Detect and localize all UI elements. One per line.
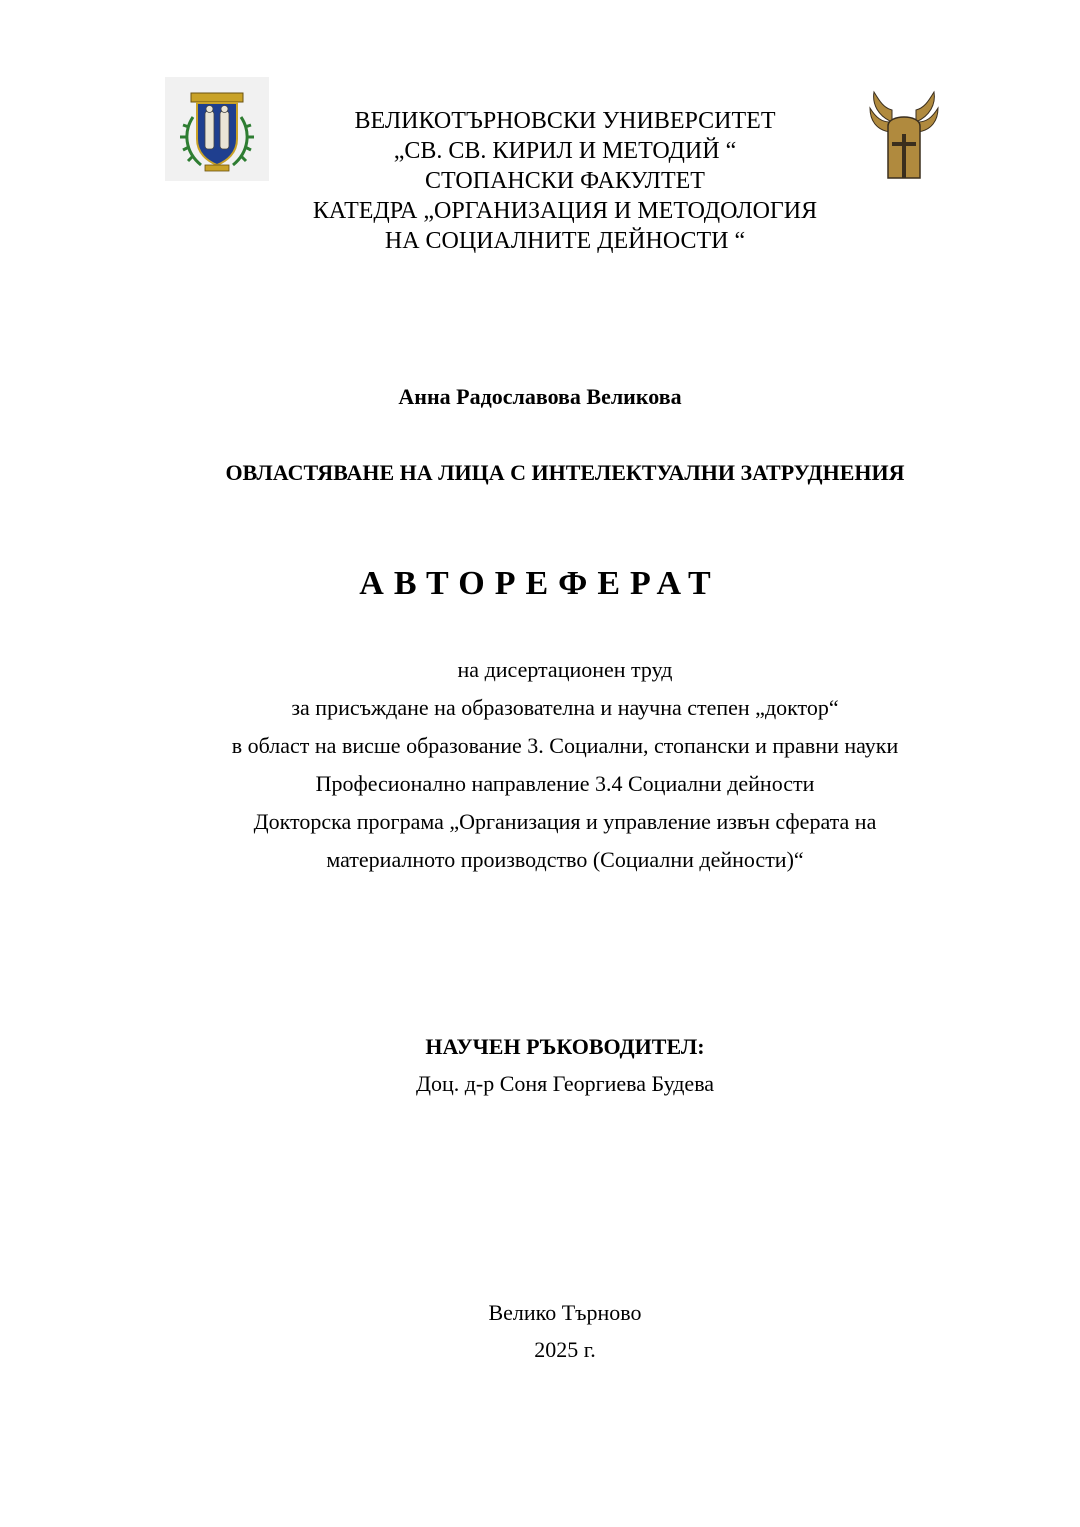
header-faculty: СТОПАНСКИ ФАКУЛТЕТ <box>425 168 705 194</box>
header-department: КАТЕДРА „ОРГАНИЗАЦИЯ И МЕТОДОЛОГИЯ <box>312 198 818 224</box>
university-crest-icon <box>165 77 269 181</box>
document-type: АВТОРЕФЕРАТ <box>359 565 721 602</box>
author-name: Анна Радославова Великова <box>398 384 682 409</box>
supervisor-name: Доц. д-р Соня Георгиева Будева <box>415 1071 715 1096</box>
faculty-winged-helmet-icon <box>868 86 940 186</box>
year: 2025 г. <box>534 1337 596 1362</box>
description-line: на дисертационен труд <box>457 657 673 682</box>
description-line: в област на висше образование 3. Социални, стопански и правни науки <box>231 733 899 758</box>
institution-header <box>270 106 860 256</box>
description-line: Професионално направление 3.4 Социални дейности <box>315 771 815 796</box>
description-line: за присъждане на образователна и научна степен „доктор“ <box>291 695 839 720</box>
supervisor-label: НАУЧЕН РЪКОВОДИТЕЛ: <box>425 1034 705 1059</box>
header-department-cont: НА СОЦИАЛНИТЕ ДЕЙНОСТИ “ <box>384 228 746 254</box>
header-university-name: „СВ. СВ. КИРИЛ И МЕТОДИЙ “ <box>393 138 737 164</box>
description-line: материалното производство (Социални дейности)“ <box>326 847 804 872</box>
description-line: Докторска програма „Организация и управление извън сферата на <box>253 809 877 834</box>
dissertation-description <box>100 651 1030 879</box>
city: Велико Търново <box>488 1300 642 1325</box>
dissertation-title: ОВЛАСТЯВАНЕ НА ЛИЦА С ИНТЕЛЕКТУАЛНИ ЗАТРУДНЕНИЯ <box>225 460 905 485</box>
faculty-logo <box>868 86 940 186</box>
header-university: ВЕЛИКОТЪРНОВСКИ УНИВЕРСИТЕТ <box>354 108 776 134</box>
university-crest-logo <box>165 77 269 181</box>
